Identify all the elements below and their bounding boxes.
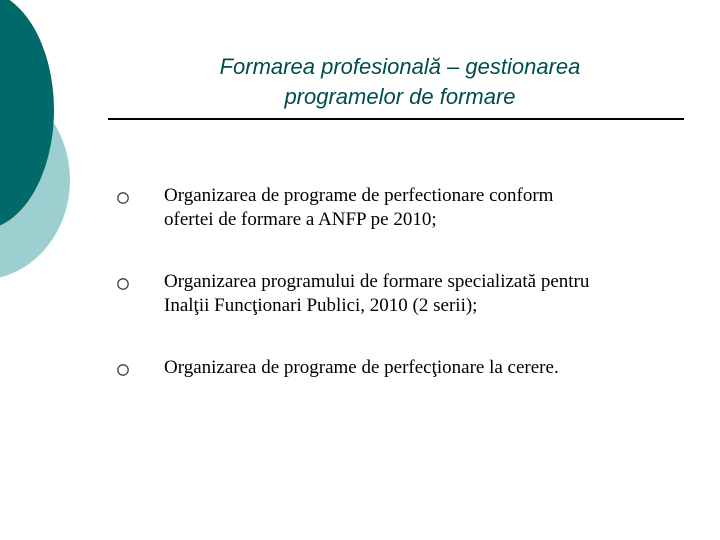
bullet-text-line: Organizarea programului de formare specializată pentru	[164, 271, 590, 292]
bullet-text	[164, 184, 694, 232]
slide-title-line-2: programelor de formare	[284, 84, 516, 109]
hollow-circle-bullet-icon	[116, 191, 130, 205]
bullet-text	[164, 356, 694, 380]
bullet-text-line: Inalţii Funcţionari Publici, 2010 (2 serii);	[164, 295, 478, 316]
slide-title-line-1: Formarea profesională – gestionarea	[219, 54, 581, 79]
hollow-circle-bullet-icon	[116, 363, 130, 377]
hollow-circle-bullet-icon	[116, 277, 130, 291]
bullet-text	[164, 270, 694, 318]
bullet-text-line: Organizarea de programe de perfectionare conform	[164, 185, 554, 206]
bullet-text-line: ofertei de formare a ANFP pe 2010;	[164, 209, 437, 230]
bullet-text-line: Organizarea de programe de perfecţionare la cerere.	[164, 357, 559, 378]
